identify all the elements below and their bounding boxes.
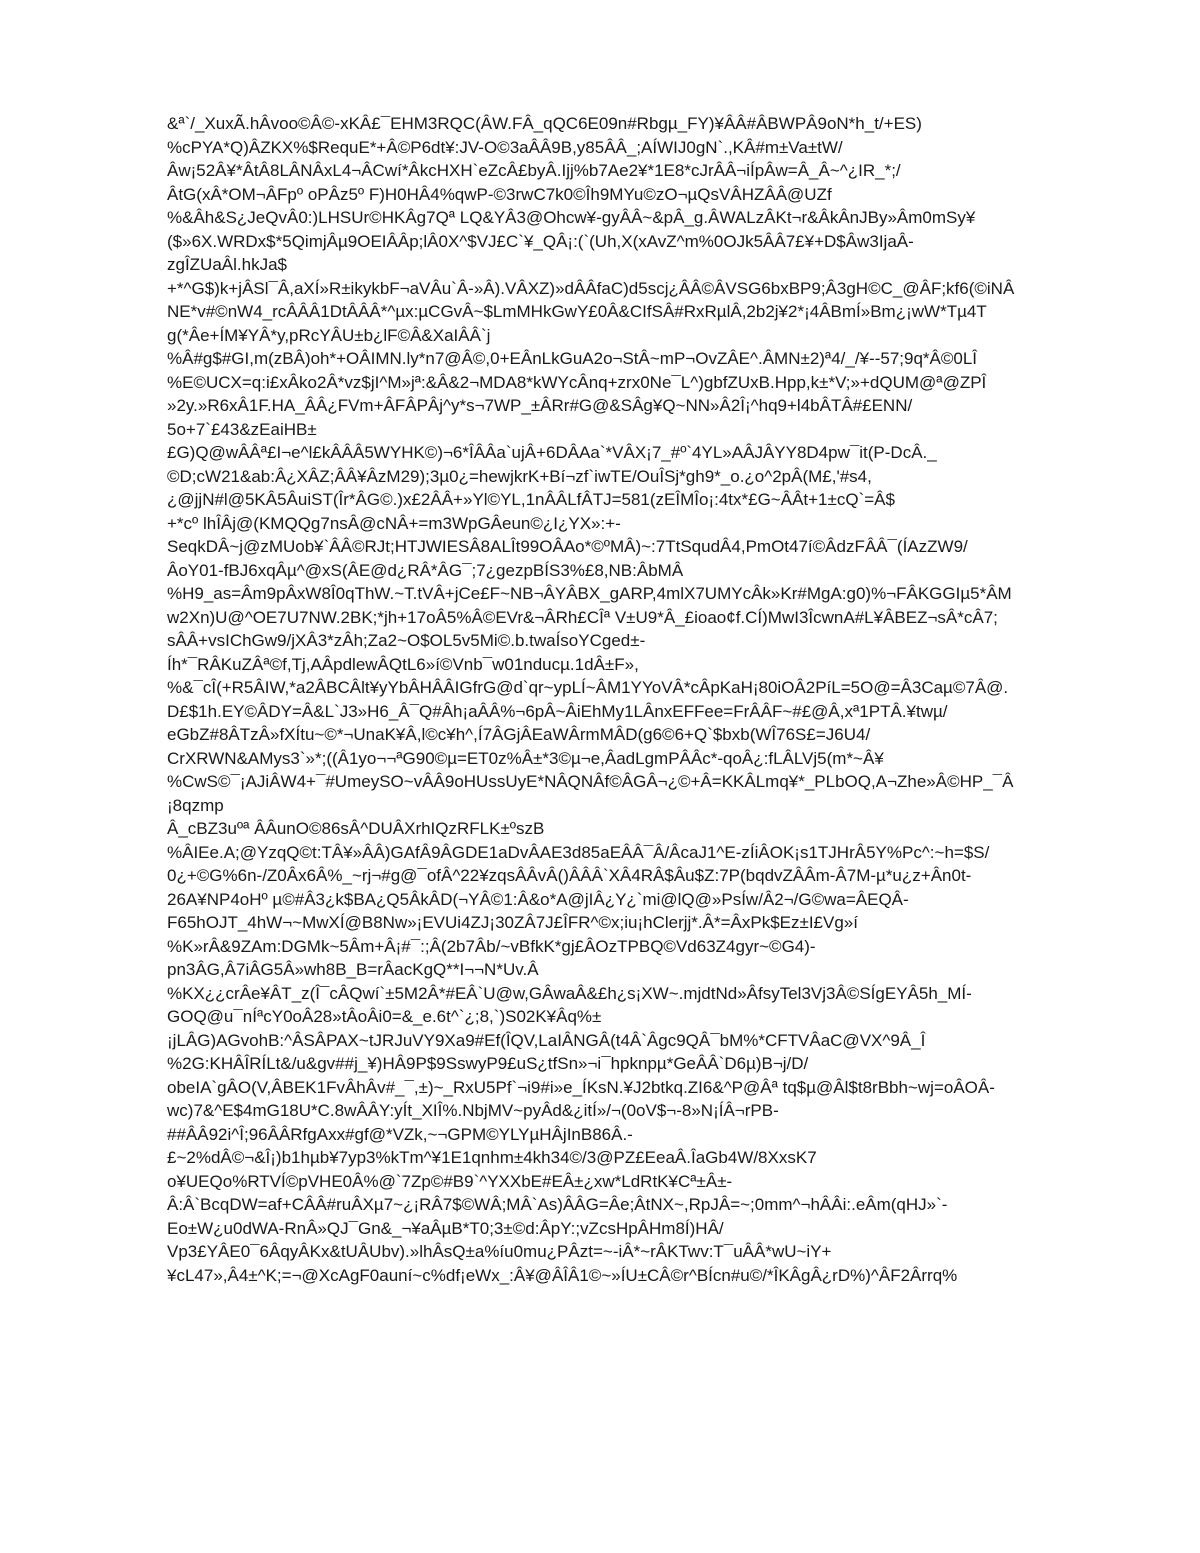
text-line: %2G:KHÂÎRÍLt&/u&gv##j_¥)HÂ9P$9SswyP9£uS¿tfSn»¬i¯hpknpµ*GeÂÂ`D6µ)B¬j/D/: [167, 1054, 809, 1073]
text-line: »2y.»R6xÂ1F.HA_ÂÂ¿FVm+ÂFÂPÂj^y*s¬7WP_±ÂRr#G@&SÂg¥Q~NN»Â2Î¡^hq9+l4bÂTÂ#£ENN/: [167, 396, 913, 415]
text-line: £~2%dÂ©¬&Î¡)b1hµb¥7yp3%kTm^¥1E1qnhm±4kh34©/3@PZ£EeaÂ.ÎaGb4W/8XxsK7: [167, 1148, 817, 1167]
text-line: %H9_as=Âm9pÂxW8Î0qThW.~T.tVÂ+jCe£F~NB¬ÂYÂBX_gARP,4mlX7UMYcÂk»Kr#MgA:g0)%¬FÂKGGIµ5*ÂM: [167, 584, 1012, 603]
text-line: SeqkDÂ~j@zMUob¥`ÂÂ©RJt;HTJWIESÂ8ALÎt99OÂAo*©ºMÂ)~:7TtSqudÂ4,PmOt47í©ÂdzFÂÂ¯(ÍAzZW9/: [167, 537, 968, 556]
text-line: w2Xn)U@^OE7U7NW.2BK;*jh+17oÂ5%Â©EVr&¬ÂRh£CÎª V±U9*Â_£ioao¢f.CÍ)MwI3ÎcwnA#L¥ÂBEZ¬sÂ*cÂ7;: [167, 607, 998, 627]
text-line: 0¿+©G%6n-/Z0Âx6Â%_~rj¬#g@¯ofÂ^22¥zqsÂÂvÂ()ÂÂÂ`XÂ4RÂ$Âu$Z:7P(bqdvZÂÂm-Â7M-µ*u¿z+Ân0t-: [167, 866, 972, 885]
text-line: ÂtG(xÂ*OM¬ÂFpº oPÂz5º F)H0HÂ4%qwP-©3rwC7k0©Îh9MYu©zO¬µQsVÂHZÂÂ@UZf: [167, 184, 832, 204]
text-line: %&Âh&S¿JeQvÂ0:)LHSUr©HKÂg7Qª LQ&YÂ3@Ohcw¥-gyÂÂ~&pÂ_g.ÂWALzÂKt¬r&ÂkÂnJBy»Âm0mSy¥: [167, 208, 976, 227]
text-line: &ª`/_XuxÃ.hÂvoo©Â©-xKÂ£¯EHM3RQC(ÂW.FÂ_qQC6E09n#Rbgµ_FY)¥ÂÂ#ÂBWPÂ9oN*h_t/+ES): [167, 114, 922, 133]
text-line: ##ÂÂ92i^Î;96ÂÂRfgAxx#gf@*VZk,~¬GPM©YLYµHÂjInB86Â.-: [167, 1124, 633, 1144]
text-line: zgÎZUaÂl.hkJa$: [167, 255, 287, 274]
text-line: o¥UEQo%RTVÍ©pVHE0Â%@`7Zp©#B9`^YXXbE#EÂ±¿xw*LdRtK¥Cª±Â±-: [167, 1171, 733, 1191]
text-line: %cPYA*Q)ÂZKX%$RequE*+Â©P6dt¥:JV-O©3aÂÂ9B,y85ÂÂ_;AÍWIJ0gN`.,KÂ#m±Va±tW/: [167, 137, 843, 157]
text-line: %CwS©¯¡AJiÂW4+¯#UmeySO~vÂÂ9oHUssUyE*NÂQNÂf©ÂGÂ¬¿©+Â=KKÂLmq¥*_PLbOQ,A¬Zhe»Â©HP_¯Â: [167, 772, 1014, 791]
text-line: Â:Â`BcqDW=af+CÂÂ#ruÂXµ7~¿¡RÂ7$©WÂ;MÂ`As)ÂÂG=Âe;ÂtNX~,RpJÂ=~;0mm^¬hÂÂi:.eÂm(qHJ»`-: [167, 1195, 948, 1214]
text-line: sÂÂ+vsIChGw9/jXÂ3*zÂh;Za2~O$OL5v5Mi©.b.twaÍsoYCged±-: [167, 631, 646, 650]
text-line: F65hOJT_4hW¬~MwXÍ@B8Nw»¡EVUi4ZJ¡30ZÂ7J£ÎFR^©x;iu¡hClerjj*.Â*=ÂxPk$Ez±I£Vg»í: [167, 913, 858, 932]
text-line: CrXRWN&AMys3`»*;((Â1yo¬¬ªG90©µ=ET0z%Â±*3©µ¬e,ÂadLgmPÂÂc*-qoÂ¿:fLÂLVj5(m*~Â¥: [167, 748, 884, 768]
text-line: D£$1h.EY©ÂDY=Â&L`J3»H6_Â¯Q#Âh¡aÂÂ%¬6pÂ~ÂiEhMy1LÂnxEFFee=FrÂÂF~#£@Â,xª1PTÂ.¥twµ/: [167, 701, 948, 721]
text-line: Âw¡52Â¥*ÂtÂ8LÂNÂxL4¬ÂCwí*ÂkcHXH`eZcÂ£byÂ.Ijj%b7Ae2¥*1E8*cJrÂÂ¬iÍpÂw=Â_Â~^¿IR_*;/: [167, 161, 901, 180]
text-line: Eo±W¿u0dWA-RnÂ»QJ¯Gn&_¬¥aÂµB*T0;3±©d:ÂpY:;vZcsHpÂHm8Í)HÂ/: [167, 1218, 724, 1238]
text-line: %K»rÂ&9ZAm:DGMk~5Âm+Â¡#¯:;Â(2b7Âb/~vBfkK*gj£ÂOzTPBQ©Vd63Z4gyr~©G4)-: [167, 936, 816, 956]
text-line: 26A¥NP4oHº µ©#Â3¿k$BA¿Q5ÂkÂD(¬YÂ©1:Â&o*A@jIÂ¿Y¿`mi@lQ@»PsÍw/Â2¬/G©wa=ÂEQÂ-: [167, 889, 909, 909]
document-body: [167, 112, 1127, 1287]
text-line: ÂoY01-fBJ6xqÂµ^@xS(ÂE@d¿RÂ*ÂG¯;7¿gezpBÍS3%£8,NB:ÂbMÂ: [167, 560, 684, 580]
text-line: 5o+7`£43&zEaiHB±: [167, 419, 317, 439]
text-line: NE*v#©nW4_rcÂÂÂ1DtÂÂÂ*^µx:µCGvÂ~$LmMHkGwY£0Â&CIfSÂ#RxRµlÂ,2b2j¥2*¡4ÂBmÍ»Bm¿¡wW*Tµ4T: [167, 302, 987, 321]
text-line: Vp3£YÂE0¯6ÂqyÂKx&tUÂUbv).»lhÂsQ±a%íu0mu¿PÂzt=~-iÂ*~rÂKTwv:T¯uÂÂ*wU~iY+: [167, 1242, 832, 1261]
text-line: %Â#g$#GI,m(zBÂ)oh*+OÂIMN.ly*n7@Â©,0+EÂnLkGuA2o¬StÂ~mP¬OvZÂE^.ÂMN±2)ª4/_/¥--57;9q*Â©0LÎ: [167, 349, 978, 368]
text-line: £G)Q@wÂÂª£I¬e^l£kÂÂÂ5WYHK©)¬6*ÎÂÂa`ujÂ+6DÂAa`*VÂX¡7_#º`4YL»AÂJÂYY8D4pw¯it(P-DcÂ._: [167, 443, 937, 462]
text-line: Íh*¯RÂKuZÂª©f,Tj,AÂpdlewÂQtL6»í©Vnb¯w01nducµ.1dÂ±F»,: [167, 654, 639, 674]
text-line: %KX¿¿crÂe¥ÂT_z(Î¯cÂQwí`±5M2Â*#EÂ`U@w,GÂwaÂ&£h¿s¡XW~.mjdtNd»ÂfsyTel3Vj3Â©SÍgEYÂ5h_MÍ-: [167, 983, 972, 1003]
text-line: +*^G$)k+jÂSl¯Â,aXÍ»R±ikykbF¬aVÂu`Â-»Â).VÂXZ)»dÂÂfaC)d5scj¿ÂÂ©ÂVSG6bxBP9;Â3gH©C_@ÂF;kf6(©iNÂ: [167, 278, 1015, 298]
text-line: %&¯cÎ(+R5ÂIW,*a2ÂBCÂlt¥yYbÂHÂÂIGfrG@d`qr~ypLÍ~ÂM1YYoVÂ*cÂpKaH¡80iOÂ2PíL=5O@=Â3Caµ©7Â@.: [167, 678, 1009, 697]
text-line: GOQ@u¯nÍªcY0oÂ28»tÂoÂi0=&_e.6t^`¿;8,`)S02K¥Âq%±: [167, 1007, 602, 1026]
text-line: %ÂIEe.A;@YzqQ©t:TÂ¥»ÂÂ)GAfÂ9ÂGDE1aDvÂAE3d85aEÂÂ¯Â/ÂcaJ1^E-zÍiÂOK¡s1TJHrÂ5Y%Pc^:~h=$S/: [167, 842, 990, 862]
text-line: pn3ÂG,Â7iÂG5Â»wh8B_B=rÂacKgQ**I¬¬N*Uv.Â: [167, 960, 539, 979]
text-line: wc)7&^E$4mG18U*C.8wÂÂY:yÍt_XIÎ%.NbjMV~pyÂd&¿itÍ»/¬(0oV$¬-8»N¡ÍÂ¬rPB-: [167, 1101, 779, 1120]
text-line: eGbZ#8ÂTzÂ»fXÍtu~©*¬UnaK¥Â,l©c¥h^,Í7ÂGjÂEaWÂrmMÂD(g6©6+Q`$bxb(WÎ76S£=J6U4/: [167, 725, 871, 744]
text-line: ¿@jjN#l@5KÂ5ÂuiST(Îr*ÂG©.)x£2ÂÂ+»Yl©YL,1nÂÂLfÂTJ=581(zEÎMÎo¡:4tx*£G~ÂÂt+1±cQ`=Â$: [167, 490, 895, 509]
text-line: ¥cL47»,Â4±^K;=¬@XcAgF0auní~c%df¡eWx_:Â¥@ÂÎÂ1©~»ÍU±CÂ©r^BÍcn#u©/*ÎKÂgÂ¿rD%)^ÂF2Ârrq%: [167, 1265, 958, 1285]
text-line: ©D;cW21&ab:Â¿XÂZ;ÂÂ¥ÂzM29);3µ0¿=hewjkrK+Bí¬zf`iwTE/OuÎSj*gh9*_o.¿o^2pÂ(M£,'#s4,: [167, 466, 872, 486]
text-line: %E©UCX=q:i£xÂko2Â*vz$jI^M»jª:&Â&2¬MDA8*kWYcÂnq+zrx0Ne¯L^)gbfZUxB.Hpp,k±*V;»+dQUM@ª@ZPÎ: [167, 372, 987, 392]
text-line: Â_cBZ3uºª ÂÂunO©86sÂ^DUÂXrhIQzRFLK±ºszB: [167, 819, 545, 838]
text-line: ¡jLÂG)AGvohB:^ÂSÂPAX~tJRJuVY9Xa9#Ef(ÎQV,LaIÂNGÂ(t4Â`Âgc9QÂ¯bM%*CFTVÂaC@VX^9Â_Î: [167, 1030, 926, 1050]
text-line: g(*Âe+ÍM¥YÂ*y,pRcYÂU±b¿lF©Â&XaIÂÂ`j: [167, 325, 491, 345]
text-line: ($»6X.WRDx$*5QimjÂµ9OEIÂÂp;lÂ0X^$VJ£C`¥_QÂ¡:(`(Uh,X(xAvZ^m%0OJk5ÂÂ7£¥+D$Âw3IjaÂ-: [167, 231, 914, 251]
text-line: ¡8qzmp: [167, 795, 224, 815]
text-line: +*cº lhÎÂj@(KMQQg7nsÂ@cNÂ+=m3WpGÂeun©¿I¿YX»:+-: [167, 513, 621, 533]
text-line: obeIA`gÂO(V,ÂBEK1FvÂhÂv#_¯,±)~_RxU5Pf`¬i9#i»e_ÍKsN.¥J2btkq.ZI6&^P@Âª tq$µ@Âl$t8rBbh~wj=oÂOÂ-: [167, 1077, 995, 1097]
